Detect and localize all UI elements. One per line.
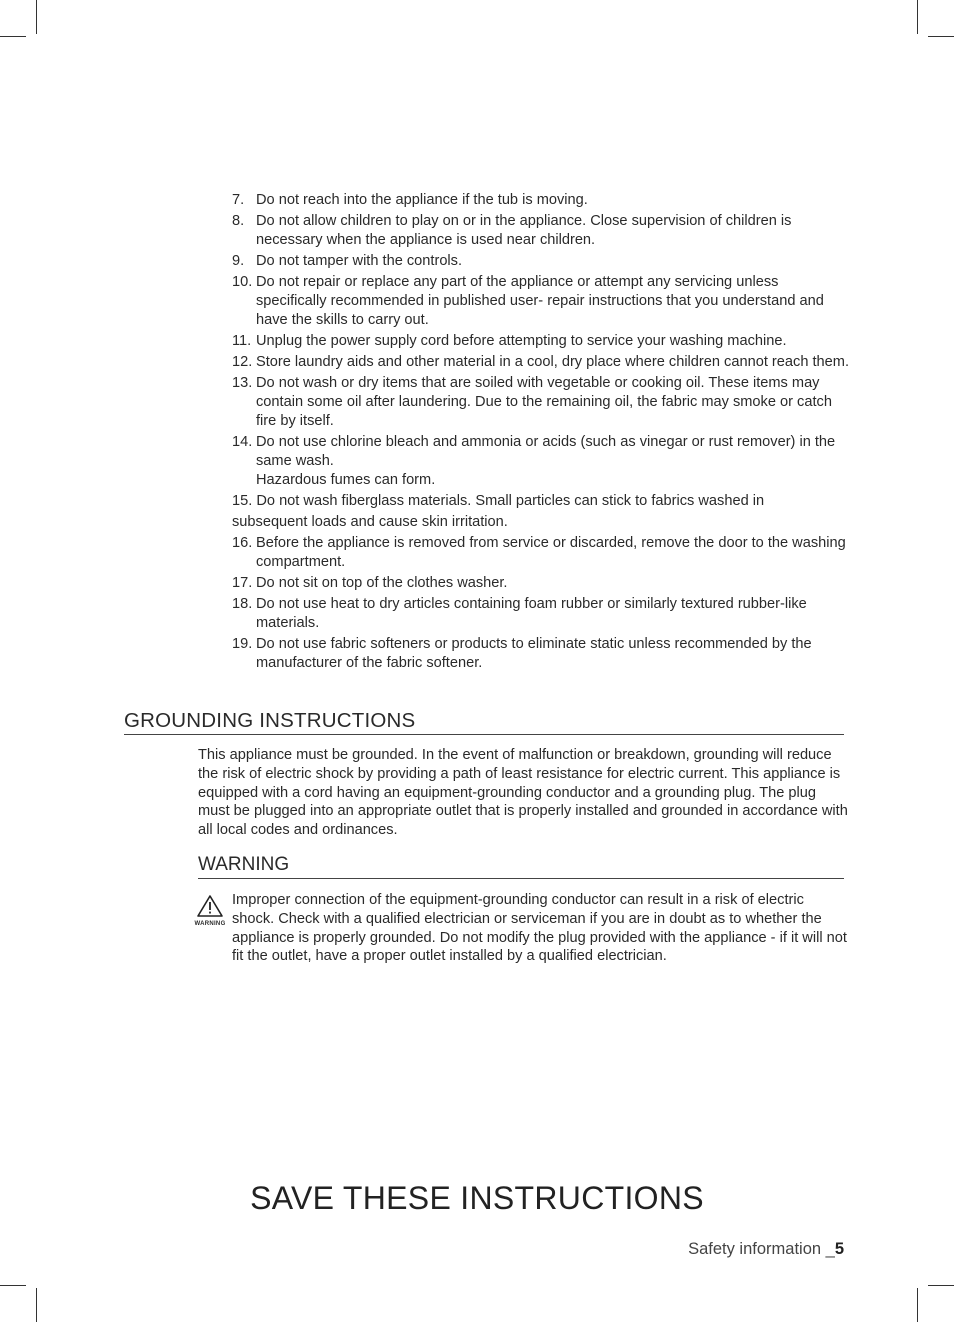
- item-number: 11.: [232, 333, 252, 349]
- item-main-text: Do not use chlorine bleach and ammonia or acids (such as vinegar or rust remover) in the same wash.: [256, 434, 836, 469]
- list-item: [232, 332, 852, 351]
- crop-mark: [36, 0, 37, 34]
- crop-mark: [917, 0, 918, 34]
- item-number: 17.: [232, 575, 253, 591]
- item-text: Do not sit on top of the clothes washer.: [256, 575, 508, 591]
- item-number: 18.: [232, 596, 253, 612]
- crop-mark: [0, 36, 26, 37]
- item-text: Before the appliance is removed from service or discarded, remove the door to the washing compartment.: [256, 535, 846, 570]
- page-number: 5: [834, 1240, 844, 1258]
- list-item: [232, 534, 852, 572]
- item-text: Do not use fabric softeners or products to eliminate static unless recommended by the manufacturer of the fabric softener.: [256, 636, 812, 671]
- crop-mark: [928, 36, 954, 37]
- list-item: [232, 273, 852, 330]
- list-item: [232, 212, 852, 250]
- item-text: Do not allow children to play on or in the appliance. Close supervision of children is necessary when the appliance is used near children.: [256, 213, 792, 248]
- warning-triangle-graphic: [196, 894, 224, 918]
- list-item: [232, 574, 852, 593]
- item-number: 13.: [232, 375, 253, 391]
- item-text: [256, 433, 852, 490]
- item-number: 8.: [232, 213, 245, 229]
- list-item: [232, 433, 852, 490]
- crop-mark: [36, 1288, 37, 1322]
- grounding-heading: GROUNDING INSTRUCTIONS: [124, 709, 844, 735]
- item-text: Do not tamper with the controls.: [256, 253, 463, 269]
- list-item: [232, 252, 852, 271]
- list-item: [232, 374, 852, 431]
- grounding-body: This appliance must be grounded. In the event of malfunction or breakdown, grounding will reduce the risk of electric shock by providing a path of least resistance for electric current. This appliance is equipped with a cord having an equipment-grounding conductor and a grounding plug. The plug must be plugged into an appropriate outlet that is properly installed and grounded in accordance with all local codes and ordinances.: [198, 747, 848, 839]
- list-item: [232, 353, 852, 372]
- item-text: Do not wash or dry items that are soiled with vegetable or cooking oil. These items may contain some oil after laundering. Due to the remaining oil, the fabric may smoke or catch fire by itself.: [256, 375, 832, 429]
- warning-heading: WARNING: [198, 853, 844, 879]
- item-text: Do not wash fiberglass materials. Small particles can stick to fabrics washed in: [256, 493, 765, 509]
- list-item: [232, 492, 852, 532]
- item-text: Store laundry aids and other material in a cool, dry place where children cannot reach them.: [256, 354, 849, 370]
- item-number: 19.: [232, 636, 253, 652]
- warning-triangle-icon: [193, 894, 227, 928]
- item-text: Unplug the power supply cord before attempting to service your washing machine.: [256, 333, 787, 349]
- item-number: 14.: [232, 434, 253, 450]
- item-number: 16.: [232, 535, 253, 551]
- item-number: 9.: [232, 253, 245, 269]
- item-number: 12.: [232, 354, 253, 370]
- page-footer: [688, 1239, 844, 1259]
- item-text: Do not use heat to dry articles containing foam rubber or similarly textured rubber-like materials.: [256, 596, 807, 631]
- footer-section: Safety information _: [688, 1240, 835, 1258]
- safety-instructions-list: [232, 191, 852, 675]
- item-number: 10.: [232, 274, 253, 290]
- item-number: 15.: [232, 493, 253, 509]
- item-text: Do not repair or replace any part of the appliance or attempt any servicing unless specifically recommended in published user- repair instructions that you understand and have the skills to carry out.: [256, 274, 824, 328]
- crop-mark: [0, 1285, 26, 1286]
- item-text: Do not reach into the appliance if the tub is moving.: [256, 192, 588, 208]
- crop-mark: [917, 1288, 918, 1322]
- warning-icon-label: WARNING: [194, 921, 226, 927]
- item-note: Hazardous fumes can form.: [256, 472, 436, 488]
- warning-body: Improper connection of the equipment-grounding conductor can result in a risk of electric shock. Check with a qualified electrician or serviceman if you are in doubt as to whether the appliance is properly grounded. Do not modify the plug provided with the appliance - if it will not fit the outlet, have a proper outlet installed by a qualified electrician.: [232, 892, 847, 965]
- item-number: 7.: [232, 192, 245, 208]
- crop-mark: [928, 1285, 954, 1286]
- list-item: [232, 191, 852, 210]
- save-instructions-title: SAVE THESE INSTRUCTIONS: [250, 1180, 704, 1216]
- list-item: [232, 595, 852, 633]
- list-item: [232, 635, 852, 673]
- item-continuation: subsequent loads and cause skin irritation.: [232, 514, 508, 530]
